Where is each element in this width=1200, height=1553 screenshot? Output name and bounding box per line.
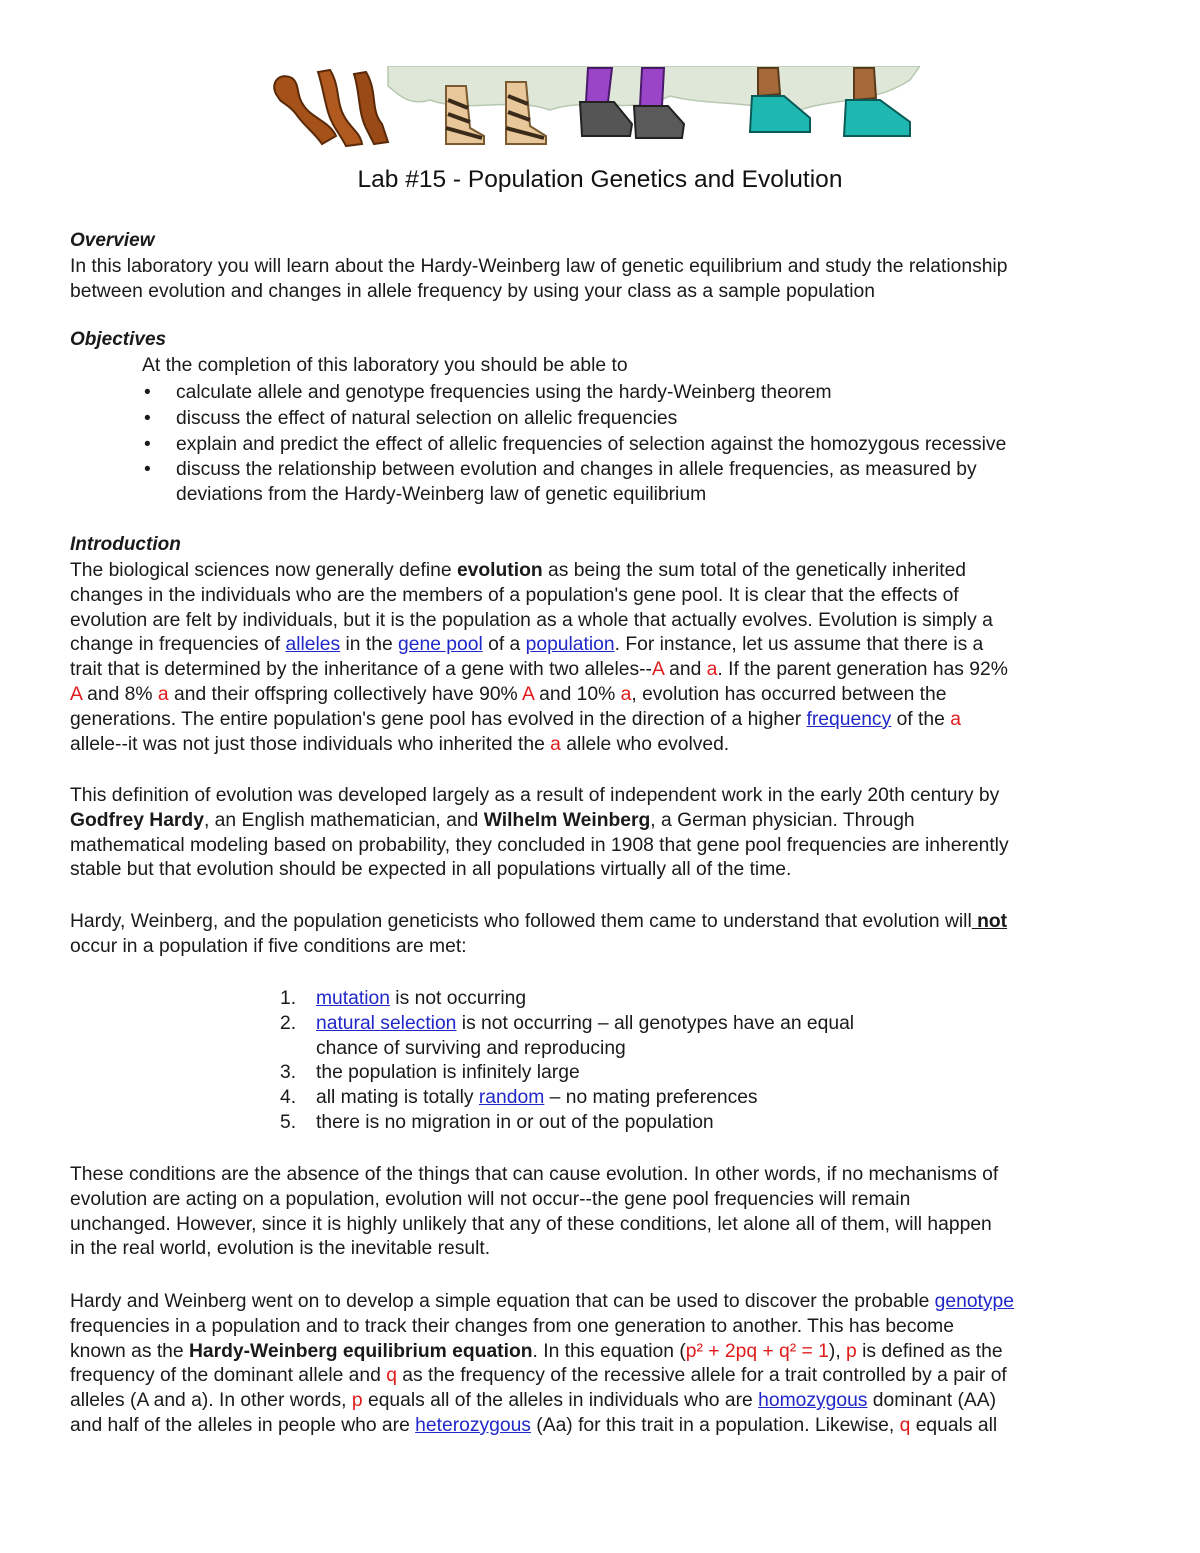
population-link[interactable]: population [525, 634, 615, 656]
text-line: between evolution and changes in allele frequency by using your class as a sample population [70, 280, 875, 302]
list-item-text: discuss the effect of natural selection on allelic frequencies [176, 407, 678, 429]
random-link[interactable]: random [478, 1087, 545, 1109]
alleles-link[interactable]: alleles [285, 634, 341, 656]
bullet-icon: • [144, 459, 151, 481]
list-item: 2. natural selection is not occurring – all genotypes have an equal [280, 1012, 855, 1034]
intro-paragraph-5: Hardy and Weinberg went on to develop a simple equation that can be used to discover the probable genotype frequencies in a population and to track their changes from one generation to another. This has become known as the Hardy-Weinberg equilibrium equation. In this equation (p² + 2pq + q² = 1), p is defined as the frequency of the dominant allele and q as the frequency of the recessive allele for a trait controlled by a pair of alleles (A and a). In other words, p equals all of the alleles in individuals who are homozygous dominant (AA) and half of the alleles in people who are heterozygous (Aa) for this trait in a population. Likewise, q equals all [70, 1291, 1014, 1436]
list-item-text: deviations from the Hardy-Weinberg law of genetic equilibrium [176, 484, 707, 506]
overview-heading: Overview [70, 230, 155, 251]
heterozygous-link[interactable]: heterozygous [415, 1414, 531, 1436]
list-item-continuation: chance of surviving and reproducing [316, 1037, 626, 1059]
text-line: In this laboratory you will learn about the Hardy-Weinberg law of genetic equilibrium and study the relationship [70, 256, 1008, 277]
intro-paragraph-2: This definition of evolution was developed largely as a result of independent work in the early 20th century by Godfrey Hardy, an English mathematician, and Wilhelm Weinberg, a German physician. Through mathematical modeling based on probability, they concluded in 1908 that gene pool frequencies are inherently stable but that evolution should be expected in all populations virtually all of the time. [70, 785, 1009, 881]
conditions-list [280, 987, 854, 1136]
list-item [70, 380, 1006, 406]
list-item [70, 457, 1006, 483]
list-item-text: explain and predict the effect of allelic frequencies of selection against the homozygous recessive [176, 433, 1007, 455]
introduction-heading: Introduction [70, 534, 181, 555]
monkey-leg-icon [274, 70, 388, 146]
genotype-link[interactable]: genotype [934, 1291, 1014, 1312]
homozygous-link[interactable]: homozygous [758, 1390, 868, 1412]
list-item-text: discuss the relationship between evolution and changes in allele frequencies, as measured by [176, 459, 977, 481]
list-item: 1. mutation is not occurring [280, 988, 527, 1009]
list-item [70, 406, 1006, 432]
list-item-text: calculate allele and genotype frequencies using the hardy-Weinberg theorem [176, 382, 832, 403]
gene-pool-link[interactable]: gene pool [398, 634, 483, 656]
mutation-link[interactable]: mutation [316, 988, 390, 1009]
frequency-link[interactable]: frequency [806, 708, 892, 730]
list-item: 5. there is no migration in or out of the population [280, 1111, 714, 1133]
objectives-list [70, 380, 1006, 508]
legs-banner-illustration [270, 66, 920, 148]
list-item [70, 432, 1006, 458]
hardy-weinberg-equation: p² + 2pq + q² = 1 [685, 1340, 829, 1362]
list-item: 3. the population is infinitely large [280, 1062, 580, 1084]
page-title: Lab #15 - Population Genetics and Evolution [357, 166, 843, 193]
list-item-continuation [70, 482, 1006, 508]
objectives-heading: Objectives [70, 329, 167, 350]
intro-paragraph-4: These conditions are the absence of the things that can cause evolution. In other words, if no mechanisms of evolution are acting on a population, evolution will not occur--the gene pool frequencies will remain unchanged. However, since it is highly unlikely that any of these conditions, let alone all of them, will happen in the real world, evolution is the inevitable result. [70, 1164, 999, 1260]
objectives-intro: At the completion of this laboratory you should be able to [142, 355, 628, 376]
overview-paragraph [70, 255, 1132, 305]
bullet-icon: • [144, 433, 151, 455]
bullet-icon: • [144, 382, 151, 403]
bullet-icon: • [144, 407, 151, 429]
list-item: 4. all mating is totally random – no mating preferences [280, 1087, 758, 1109]
intro-paragraph-3: Hardy, Weinberg, and the population geneticists who followed them came to understand that evolution will not occur in a population if five conditions are met: [70, 911, 1008, 957]
intro-paragraph-1: The biological sciences now generally define evolution as being the sum total of the genetically inherited changes in the individuals who are the members of a population's gene pool. It is clear that the effects of evolution are felt by individuals, but it is the population as a whole that actually evolves. Evolution is simply a change in frequencies of alleles in the gene pool of a population. For instance, let us assume that there is a trait that is determined by the inheritance of a gene with two alleles--A and a. If the parent generation has 92% A and 8% a and their offspring collectively have 90% A and 10% a, evolution has occurred between the generations. The entire population's gene pool has evolved in the direction of a higher frequency of the a allele--it was not just those individuals who inherited the a allele who evolved. [70, 560, 1008, 755]
natural-selection-link[interactable]: natural selection [316, 1012, 457, 1034]
